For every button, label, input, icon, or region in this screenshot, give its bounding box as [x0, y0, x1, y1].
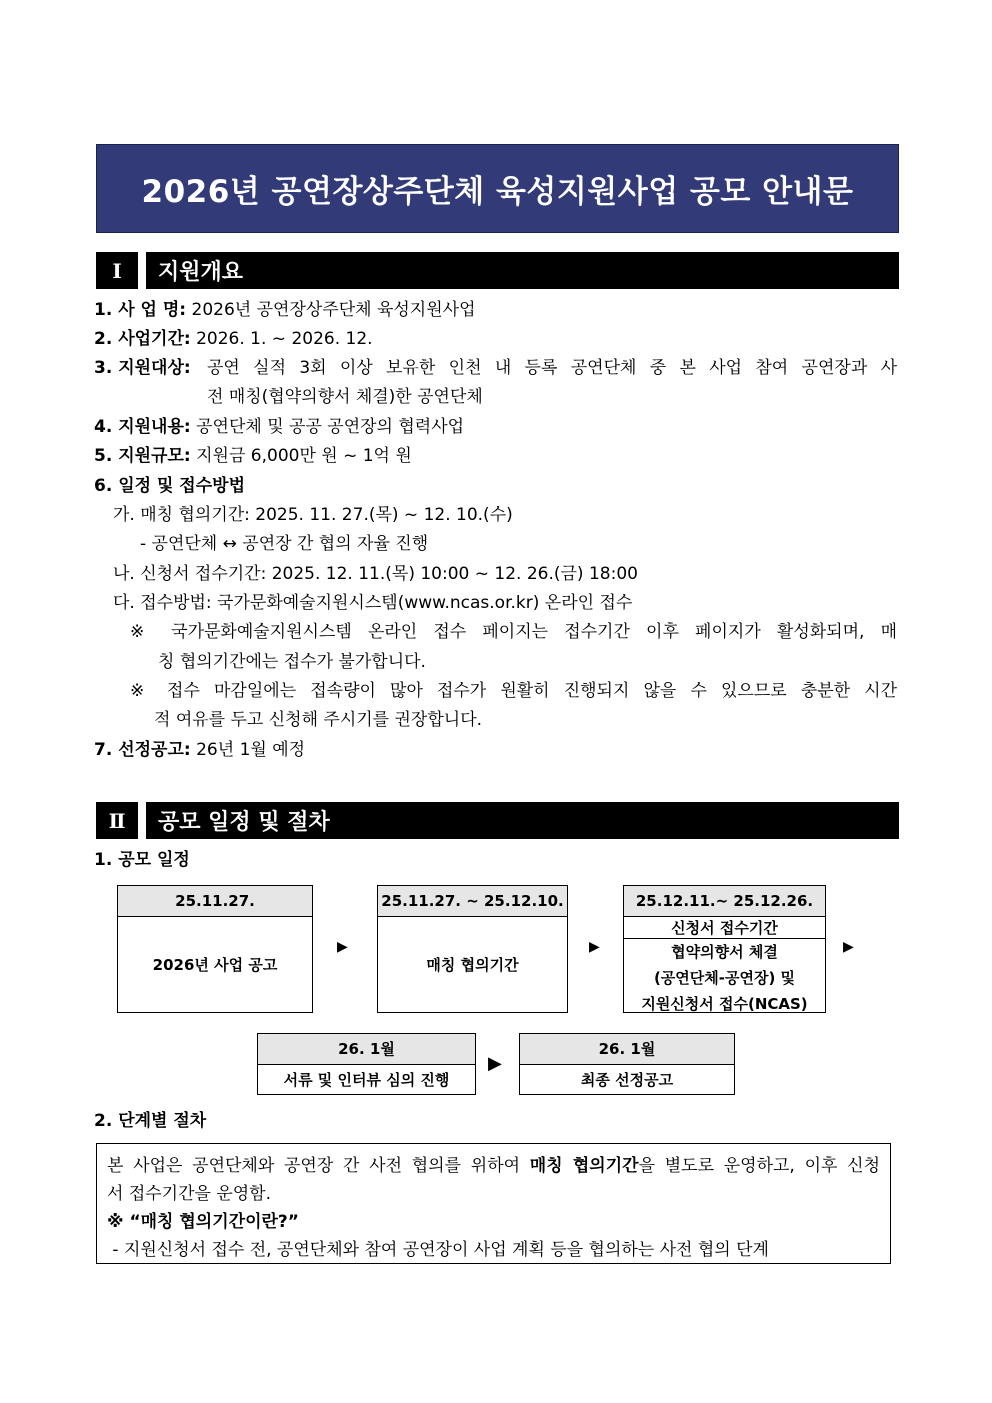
item-label: 1. 사 업 명:	[94, 300, 187, 320]
procedure-emphasis: 매칭 협의기간	[529, 1156, 639, 1176]
overview-item-period	[94, 328, 373, 350]
flow-step-submission	[623, 885, 826, 1013]
item-text: 2026년 공연장상주단체 육성지원사업	[191, 300, 476, 320]
flow-step-sublabel: 신청서 접수기간	[624, 917, 825, 939]
flow-arrow-icon: ▶	[337, 939, 348, 955]
flow-step-announcement	[117, 885, 313, 1013]
flow-detail-line: 협약의향서 체결	[671, 943, 778, 961]
procedure-line-1	[107, 1152, 880, 1180]
flow-step-label: 매칭 협의기간	[426, 956, 519, 974]
flow-detail-line: (공연단체-공연장) 및	[653, 969, 796, 987]
flow-step-review	[257, 1033, 476, 1095]
item-label: 2. 사업기간:	[94, 329, 191, 349]
item-label: 4. 지원내용:	[94, 417, 191, 437]
document-title-banner	[96, 144, 899, 233]
flow-arrow-icon: ▶	[589, 939, 600, 955]
overview-item-content	[94, 416, 464, 438]
flow-arrow-icon: ▶	[488, 1053, 502, 1074]
section-2-number: Ⅱ	[96, 802, 138, 839]
procedure-text: 본 사업은 공연단체와 공연장 간 사전 협의를 위하여	[107, 1156, 530, 1176]
flow-step-date: 25.11.27.	[118, 886, 312, 917]
flow-step-date: 25.11.27. ~ 25.12.10.	[378, 886, 567, 917]
overview-item-selection	[94, 739, 305, 761]
flow-step-date: 26. 1월	[258, 1034, 475, 1065]
schedule-subheading: 1. 공모 일정	[94, 850, 190, 870]
flow-step-final	[519, 1033, 735, 1095]
document-title: 2026년 공연장상주단체 육성지원사업 공모 안내문	[141, 174, 854, 210]
item-label: 3. 지원대상:	[94, 358, 191, 378]
flow-step-label: 서류 및 인터뷰 심의 진행	[283, 1071, 450, 1089]
schedule-submission: 나. 신청서 접수기간: 2025. 12. 11.(목) 10:00 ~ 12. 26.(금) 18:00	[113, 564, 638, 584]
notice-1-line2: 칭 협의기간에는 접수가 불가합니다.	[158, 652, 426, 672]
overview-item-target	[94, 357, 191, 379]
procedure-line-3: ※ “매칭 협의기간이란?”	[107, 1212, 299, 1232]
procedure-line-2: 서 접수기간을 운영함.	[107, 1184, 272, 1204]
schedule-heading: 6. 일정 및 접수방법	[94, 476, 245, 496]
procedure-box	[96, 1143, 891, 1264]
notice-1-line1: ※ 국가문화예술지원시스템 온라인 접수 페이지는 접수기간 이후 페이지가 활성화되며, 매	[130, 622, 897, 642]
notice-2-line1: ※ 접수 마감일에는 접속량이 많아 접수가 원활히 진행되지 않을 수 있으므로 충분한 시간	[130, 681, 897, 701]
item-text: 2026. 1. ~ 2026. 12.	[196, 329, 373, 349]
item-text: 지원금 6,000만 원 ~ 1억 원	[196, 446, 412, 466]
schedule-matching: 가. 매칭 협의기간: 2025. 11. 27.(목) ~ 12. 10.(수)	[113, 505, 513, 525]
item-text: 26년 1월 예정	[196, 740, 306, 760]
overview-item-scale	[94, 445, 412, 467]
item-text: 공연단체 및 공공 공연장의 협력사업	[196, 417, 465, 437]
notice-2-line2: 적 여유를 두고 신청해 주시기를 권장합니다.	[154, 710, 483, 730]
section-1-header	[96, 252, 899, 289]
flow-step-label: 최종 선정공고	[580, 1071, 674, 1089]
item-label: 5. 지원규모:	[94, 446, 191, 466]
schedule-method: 다. 접수방법: 국가문화예술지원시스템(www.ncas.or.kr) 온라인 접수	[113, 593, 633, 613]
flow-step-date: 26. 1월	[520, 1034, 734, 1065]
procedure-text: 을 별도로 운영하고, 이후 신청	[638, 1156, 881, 1176]
overview-item-name	[94, 299, 476, 321]
flow-step-detail	[624, 939, 825, 1017]
section-1-number: Ⅰ	[96, 252, 138, 289]
target-text-line2: 전 매칭(협약의향서 체결)한 공연단체	[207, 387, 483, 407]
flow-detail-line: 지원신청서 접수(NCAS)	[641, 995, 808, 1013]
item-label: 7. 선정공고:	[94, 740, 191, 760]
flow-arrow-icon: ▶	[843, 939, 854, 955]
flow-step-date: 25.12.11.~ 25.12.26.	[624, 886, 825, 917]
procedure-subheading: 2. 단계별 절차	[94, 1111, 207, 1131]
section-2-header	[96, 802, 899, 839]
flow-step-label: 2026년 사업 공고	[152, 956, 278, 974]
schedule-matching-note: - 공연단체 ↔ 공연장 간 협의 자율 진행	[140, 534, 429, 554]
section-1-title: 지원개요	[146, 252, 899, 289]
flow-step-matching	[377, 885, 568, 1013]
section-2-title: 공모 일정 및 절차	[146, 802, 899, 839]
target-text-line1: 공연 실적 3회 이상 보유한 인천 내 등록 공연단체 중 본 사업 참여 공연장과 사	[207, 358, 897, 378]
procedure-line-4: - 지원신청서 접수 전, 공연단체와 참여 공연장이 사업 계획 등을 협의하는 사전 협의 단계	[107, 1240, 769, 1260]
